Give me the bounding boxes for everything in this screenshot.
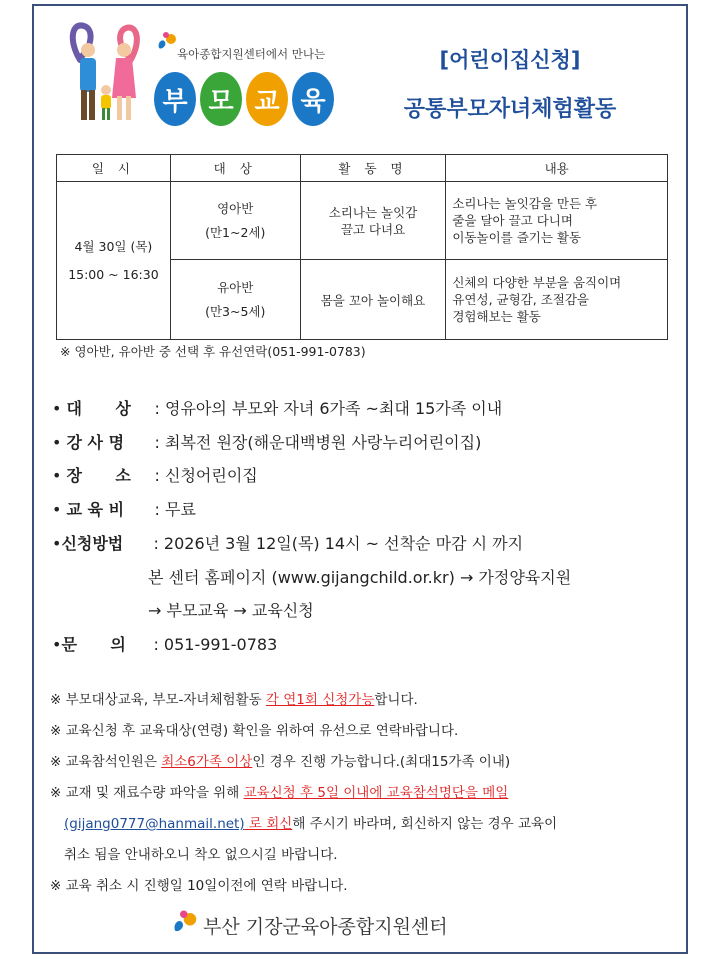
info-key: 문 의 — [61, 635, 126, 654]
info-key: 대 상 — [66, 399, 131, 418]
notice-cancel-deadline: ※ 교육 취소 시 진행일 10일이전에 연락 바랍니다. — [50, 878, 348, 894]
content-line: 신체의 다양한 부분을 움직이며 — [452, 275, 622, 290]
content-line: 경험해보는 활동 — [452, 309, 541, 324]
content-cell — [446, 260, 668, 340]
notice-materials — [50, 781, 508, 801]
info-value: : 2026년 3월 12일(목) 14시 ~ 선착순 마감 시 까지 — [153, 534, 524, 553]
header-activity: 활 동 명 — [300, 155, 446, 182]
header-content: 내용 — [446, 155, 668, 182]
notice-text: 합니다. — [374, 692, 418, 708]
info-value: : 영유아의 부모와 자녀 6가족 ~최대 15가족 이내 — [154, 399, 503, 418]
notice-text: ※ 교육참석인원은 — [50, 754, 162, 770]
notice-min-families — [50, 750, 510, 770]
info-value: : 051-991-0783 — [153, 635, 278, 654]
schedule-table — [56, 154, 668, 340]
activity-line: 몸을 꼬아 놀이해요 — [320, 292, 426, 308]
notice-text: 인 경우 진행 가능합니다.(최대15가족 이내) — [252, 754, 511, 770]
brand-syllable-4: 육 — [292, 72, 334, 126]
header-target: 대 상 — [170, 155, 300, 182]
info-row-location: • 장 소 : 신청어린이집 — [52, 463, 258, 486]
table-note: ※ 영아반, 유아반 중 선택 후 유선연락(051-991-0783) — [60, 344, 366, 359]
info-row-apply: •신청방법 : 2026년 3월 12일(목) 14시 ~ 선착순 마감 시 까지 — [52, 531, 523, 554]
info-row-instructor: • 강 사 명 : 최복전 원장(해운대백병원 사랑누리어린이집) — [52, 430, 481, 453]
event-time: 15:00 ~ 16:30 — [68, 266, 159, 282]
target-cell — [170, 182, 300, 260]
table-row — [57, 182, 668, 260]
notice-highlight: 교육신청 후 5일 이내에 교육참석명단을 메일 — [243, 785, 509, 801]
notice-once-per-year — [50, 688, 418, 708]
activity-line: 끌고 다녀요 — [340, 221, 406, 237]
brand-syllable-1: 부 — [154, 72, 196, 126]
page-title: 공통부모자녀체험활동 — [403, 97, 617, 122]
brand-syllable-2: 모 — [200, 72, 242, 126]
notice-text: 해 주시기 바라며, 회신하지 않는 경우 교육이 — [292, 816, 558, 832]
content-line: 소리나는 놀잇감을 만든 후 — [452, 196, 598, 211]
apply-method-line: → 부모교육 → 교육신청 — [148, 601, 314, 620]
notice-text: ※ 부모대상교육, 부모-자녀체험활동 — [50, 692, 266, 708]
content-line: 유연성, 균형감, 조절감을 — [452, 292, 590, 307]
footer-center-name: 부산 기장군육아종합지원센터 — [203, 916, 448, 938]
notice-highlight: 로 회신 — [244, 816, 293, 832]
brand-subtitle: 육아종합지원센터에서 만나는 — [177, 47, 326, 61]
title-category: [어린이집신청] — [439, 48, 581, 72]
activity-cell — [300, 182, 446, 260]
target-name: 영아반 — [217, 200, 254, 216]
content-cell — [446, 182, 668, 260]
target-age: (만1~2세) — [205, 224, 266, 240]
info-value: : 신청어린이집 — [154, 466, 258, 485]
apply-method-line: 본 센터 홈페이지 (www.gijangchild.or.kr) → 가정양육지원 — [148, 568, 572, 587]
family-illustration — [66, 20, 146, 128]
notice-email-line — [64, 812, 557, 832]
info-row-fee: • 교 육 비 : 무료 — [52, 497, 196, 520]
info-row-target: • 대 상 : 영유아의 부모와 자녀 6가족 ~최대 15가족 이내 — [52, 396, 502, 419]
header-datetime: 일 시 — [57, 155, 171, 182]
info-key: 장 소 — [66, 466, 131, 485]
content-line: 줄을 달아 끌고 다니며 — [452, 213, 573, 228]
notice-highlight: 최소6가족 이상 — [161, 754, 253, 770]
notice-highlight: 각 연1회 신청가능 — [265, 692, 375, 708]
info-value: : 최복전 원장(해운대백병원 사랑누리어린이집) — [154, 433, 482, 452]
event-date: 4월 30일 (목) — [74, 238, 153, 254]
info-key: 신청방법 — [61, 534, 124, 553]
target-name: 유아반 — [217, 279, 254, 295]
center-logo-icon — [170, 908, 200, 938]
center-logo-icon — [155, 30, 179, 54]
target-cell — [170, 260, 300, 340]
info-key: 교 육 비 — [66, 500, 125, 519]
target-age: (만3~5세) — [205, 303, 266, 319]
activity-cell — [300, 260, 446, 340]
content-line: 이동놀이를 즐기는 활동 — [452, 230, 582, 245]
notice-text: ※ 교재 및 재료수량 파악을 위해 — [50, 785, 244, 801]
notice-cancel-warning: 취소 됨을 안내하오니 착오 없으시길 바랍니다. — [64, 847, 338, 863]
info-value: : 무료 — [154, 500, 196, 519]
email-link[interactable]: (gijang0777@hanmail.net) — [64, 816, 245, 832]
info-row-contact: •문 의 : 051-991-0783 — [52, 632, 277, 655]
datetime-cell — [57, 182, 171, 340]
brand-syllable-3: 교 — [246, 72, 288, 126]
notice-phone-contact: ※ 교육신청 후 교육대상(연령) 확인을 위하여 유선으로 연락바랍니다. — [50, 723, 459, 739]
info-key: 강 사 명 — [66, 433, 125, 452]
table-header-row — [57, 155, 668, 182]
activity-line: 소리나는 놀잇감 — [328, 204, 418, 220]
